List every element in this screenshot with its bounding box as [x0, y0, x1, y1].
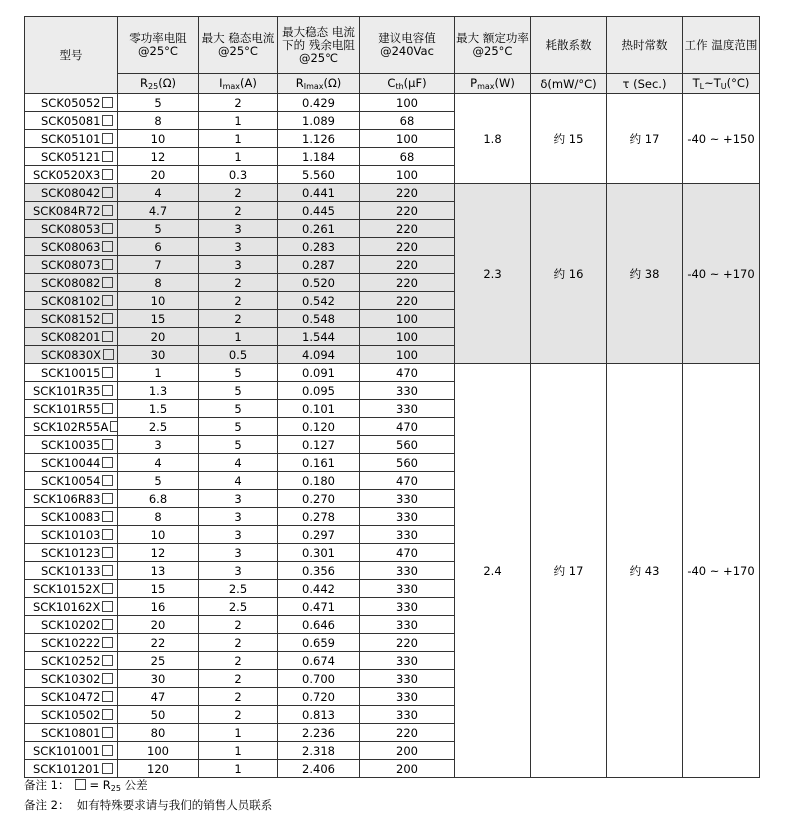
cell-cth: 68 — [360, 148, 455, 166]
cell-group-temprange: -40 ~ +170 — [683, 184, 760, 364]
cell-cth: 220 — [360, 202, 455, 220]
tolerance-box-icon — [110, 421, 117, 432]
cell-imax: 3 — [199, 562, 278, 580]
cell-r25: 30 — [118, 346, 199, 364]
cell-imax: 2 — [199, 706, 278, 724]
cell-model: SCK05081 — [25, 112, 118, 130]
tolerance-box-icon — [102, 655, 113, 666]
cell-model: SCK10162X — [25, 598, 118, 616]
cell-r25: 80 — [118, 724, 199, 742]
cell-cth: 100 — [360, 166, 455, 184]
cell-r25: 5 — [118, 94, 199, 112]
cell-rimax: 0.445 — [278, 202, 360, 220]
table-row — [25, 94, 760, 112]
cell-imax: 4 — [199, 472, 278, 490]
cell-cth: 220 — [360, 634, 455, 652]
cell-rimax: 0.095 — [278, 382, 360, 400]
cell-rimax: 5.560 — [278, 166, 360, 184]
cell-rimax: 1.089 — [278, 112, 360, 130]
tolerance-box-icon — [102, 583, 113, 594]
tolerance-box-icon — [102, 187, 113, 198]
cell-model: SCK0520X3 — [25, 166, 118, 184]
cell-model: SCK10015 — [25, 364, 118, 382]
cell-cth: 220 — [360, 274, 455, 292]
cell-rimax: 0.813 — [278, 706, 360, 724]
cell-group-dissipation: 约 17 — [531, 364, 607, 778]
tolerance-box-icon — [102, 403, 113, 414]
cell-r25: 10 — [118, 526, 199, 544]
cell-model: SCK08201 — [25, 328, 118, 346]
cell-model: SCK10502 — [25, 706, 118, 724]
cell-rimax: 0.700 — [278, 670, 360, 688]
cell-imax: 1 — [199, 148, 278, 166]
cell-imax: 4 — [199, 454, 278, 472]
cell-model: SCK10252 — [25, 652, 118, 670]
cell-imax: 2 — [199, 670, 278, 688]
cell-cth: 330 — [360, 562, 455, 580]
cell-cth: 330 — [360, 616, 455, 634]
cell-rimax: 0.429 — [278, 94, 360, 112]
cell-imax: 2 — [199, 634, 278, 652]
cell-rimax: 0.720 — [278, 688, 360, 706]
cell-model: SCK10035 — [25, 436, 118, 454]
cell-r25: 47 — [118, 688, 199, 706]
cell-rimax: 2.406 — [278, 760, 360, 778]
cell-imax: 2.5 — [199, 580, 278, 598]
cell-model: SCK10083 — [25, 508, 118, 526]
cell-rimax: 0.180 — [278, 472, 360, 490]
cell-model: SCK10152X — [25, 580, 118, 598]
tolerance-box-icon — [102, 169, 113, 180]
cell-r25: 8 — [118, 274, 199, 292]
cell-r25: 30 — [118, 670, 199, 688]
unit-temprange: $T_L\sim T_U(^\circ C)$ — [683, 74, 760, 94]
cell-cth: 560 — [360, 454, 455, 472]
cell-r25: 8 — [118, 112, 199, 130]
cell-rimax: 0.356 — [278, 562, 360, 580]
cell-cth: 100 — [360, 328, 455, 346]
cell-group-timeconst: 约 38 — [607, 184, 683, 364]
cell-rimax: 0.441 — [278, 184, 360, 202]
tolerance-box-icon — [102, 457, 113, 468]
cell-r25: 12 — [118, 544, 199, 562]
cell-model: SCK08053 — [25, 220, 118, 238]
cell-imax: 3 — [199, 526, 278, 544]
tolerance-box-icon — [102, 97, 113, 108]
cell-group-temprange: -40 ~ +170 — [683, 364, 760, 778]
cell-r25: 20 — [118, 616, 199, 634]
cell-rimax: 2.318 — [278, 742, 360, 760]
cell-model: SCK101001 — [25, 742, 118, 760]
cell-group-pmax: 2.3 — [455, 184, 531, 364]
cell-r25: 22 — [118, 634, 199, 652]
cell-imax: 0.5 — [199, 346, 278, 364]
cell-rimax: 0.542 — [278, 292, 360, 310]
cell-rimax: 0.120 — [278, 418, 360, 436]
cell-rimax: 0.646 — [278, 616, 360, 634]
tolerance-box-icon — [102, 385, 113, 396]
tolerance-box-icon — [102, 277, 113, 288]
cell-imax: 5 — [199, 400, 278, 418]
tolerance-box-icon — [102, 331, 113, 342]
cell-r25: 16 — [118, 598, 199, 616]
cell-imax: 1 — [199, 724, 278, 742]
notes — [24, 777, 272, 813]
unit-pmax: $P_{max}(W)$ — [455, 74, 531, 94]
unit-dissipation: δ(mW/°C) — [531, 74, 607, 94]
cell-r25: 15 — [118, 310, 199, 328]
cell-r25: 20 — [118, 166, 199, 184]
cell-rimax: 0.301 — [278, 544, 360, 562]
cell-imax: 3 — [199, 256, 278, 274]
header-timeconst: 热时常数 — [607, 17, 683, 74]
tolerance-box-icon — [102, 475, 113, 486]
cell-cth: 330 — [360, 490, 455, 508]
cell-model: SCK05101 — [25, 130, 118, 148]
cell-rimax: 1.544 — [278, 328, 360, 346]
unit-rimax: $R_{Imax}(\Omega)$ — [278, 74, 360, 94]
cell-rimax: 0.548 — [278, 310, 360, 328]
cell-imax: 2 — [199, 688, 278, 706]
cell-model: SCK05121 — [25, 148, 118, 166]
cell-imax: 1 — [199, 328, 278, 346]
cell-cth: 200 — [360, 760, 455, 778]
unit-cth: $C_{th}(\mu F)$ — [360, 74, 455, 94]
cell-r25: 12 — [118, 148, 199, 166]
cell-r25: 20 — [118, 328, 199, 346]
header-cth: 建议电容值 @240Vac — [360, 17, 455, 74]
tolerance-box-icon — [102, 151, 113, 162]
unit-imax: $I_{max}(A)$ — [199, 74, 278, 94]
cell-model: SCK10801 — [25, 724, 118, 742]
cell-imax: 1 — [199, 742, 278, 760]
cell-cth: 220 — [360, 724, 455, 742]
cell-model: SCK08082 — [25, 274, 118, 292]
cell-model: SCK10133 — [25, 562, 118, 580]
cell-rimax: 2.236 — [278, 724, 360, 742]
header-r25: 零功率电阻 @25°C — [118, 17, 199, 74]
cell-model: SCK10044 — [25, 454, 118, 472]
cell-cth: 330 — [360, 580, 455, 598]
cell-cth: 220 — [360, 238, 455, 256]
cell-imax: 1 — [199, 130, 278, 148]
cell-cth: 330 — [360, 670, 455, 688]
cell-r25: 4.7 — [118, 202, 199, 220]
cell-r25: 50 — [118, 706, 199, 724]
tolerance-box-icon — [102, 439, 113, 450]
cell-cth: 330 — [360, 688, 455, 706]
tolerance-box-icon — [102, 511, 113, 522]
cell-model: SCK101R55 — [25, 400, 118, 418]
unit-timeconst: τ (Sec.) — [607, 74, 683, 94]
cell-r25: 15 — [118, 580, 199, 598]
tolerance-box-icon — [102, 565, 113, 576]
tolerance-box-icon — [102, 637, 113, 648]
cell-model: SCK101R35 — [25, 382, 118, 400]
cell-rimax: 0.520 — [278, 274, 360, 292]
note-1: 备注 1： = $R_{25}$ 公差 — [24, 778, 148, 793]
cell-r25: 100 — [118, 742, 199, 760]
cell-rimax: 0.674 — [278, 652, 360, 670]
cell-model: SCK10054 — [25, 472, 118, 490]
tolerance-box-icon — [102, 529, 113, 540]
cell-imax: 2 — [199, 94, 278, 112]
cell-rimax: 0.261 — [278, 220, 360, 238]
tolerance-box-icon — [102, 223, 113, 234]
cell-rimax: 0.278 — [278, 508, 360, 526]
cell-imax: 3 — [199, 544, 278, 562]
cell-rimax: 0.287 — [278, 256, 360, 274]
cell-rimax: 0.101 — [278, 400, 360, 418]
cell-group-pmax: 2.4 — [455, 364, 531, 778]
tolerance-box-icon — [102, 205, 113, 216]
cell-cth: 100 — [360, 310, 455, 328]
cell-rimax: 1.126 — [278, 130, 360, 148]
cell-imax: 2 — [199, 274, 278, 292]
tolerance-box-icon — [103, 349, 114, 360]
tolerance-box-icon — [102, 547, 113, 558]
tolerance-box-icon — [102, 745, 113, 756]
cell-cth: 470 — [360, 544, 455, 562]
cell-model: SCK08152 — [25, 310, 118, 328]
note-2: 备注 2： 如有特殊要求请与我们的销售人员联系 — [24, 798, 273, 812]
cell-model: SCK10202 — [25, 616, 118, 634]
cell-model: SCK10103 — [25, 526, 118, 544]
cell-cth: 220 — [360, 292, 455, 310]
cell-model: SCK08102 — [25, 292, 118, 310]
cell-r25: 10 — [118, 292, 199, 310]
cell-model: SCK10472 — [25, 688, 118, 706]
cell-imax: 2 — [199, 310, 278, 328]
tolerance-box-icon — [75, 779, 86, 790]
cell-rimax: 1.184 — [278, 148, 360, 166]
cell-cth: 470 — [360, 418, 455, 436]
cell-r25: 1 — [118, 364, 199, 382]
table-body — [25, 94, 760, 778]
cell-rimax: 0.471 — [278, 598, 360, 616]
cell-model: SCK102R55A — [25, 418, 118, 436]
table-row — [25, 184, 760, 202]
cell-cth: 470 — [360, 364, 455, 382]
cell-imax: 2.5 — [199, 598, 278, 616]
cell-group-timeconst: 约 43 — [607, 364, 683, 778]
cell-r25: 1.3 — [118, 382, 199, 400]
header-row-units — [25, 74, 760, 94]
cell-r25: 13 — [118, 562, 199, 580]
tolerance-box-icon — [102, 259, 113, 270]
cell-r25: 4 — [118, 454, 199, 472]
tolerance-box-icon — [102, 763, 113, 774]
cell-imax: 0.3 — [199, 166, 278, 184]
tolerance-box-icon — [102, 133, 113, 144]
cell-rimax: 4.094 — [278, 346, 360, 364]
header-row-titles — [25, 17, 760, 74]
header-imax: 最大 稳态电流 @25°C — [199, 17, 278, 74]
cell-r25: 8 — [118, 508, 199, 526]
cell-imax: 1 — [199, 112, 278, 130]
tolerance-box-icon — [102, 691, 113, 702]
cell-cth: 330 — [360, 598, 455, 616]
cell-model: SCK05052 — [25, 94, 118, 112]
cell-r25: 5 — [118, 472, 199, 490]
header-dissipation: 耗散系数 — [531, 17, 607, 74]
cell-r25: 6 — [118, 238, 199, 256]
cell-model: SCK084R72 — [25, 202, 118, 220]
cell-group-dissipation: 约 15 — [531, 94, 607, 184]
cell-r25: 3 — [118, 436, 199, 454]
header-model: 型号 — [25, 17, 118, 94]
cell-imax: 3 — [199, 220, 278, 238]
cell-imax: 5 — [199, 382, 278, 400]
cell-cth: 330 — [360, 508, 455, 526]
cell-model: SCK106R83 — [25, 490, 118, 508]
cell-r25: 120 — [118, 760, 199, 778]
cell-imax: 2 — [199, 292, 278, 310]
cell-cth: 330 — [360, 652, 455, 670]
cell-imax: 3 — [199, 238, 278, 256]
cell-cth: 220 — [360, 220, 455, 238]
cell-cth: 560 — [360, 436, 455, 454]
cell-cth: 330 — [360, 526, 455, 544]
cell-imax: 3 — [199, 490, 278, 508]
cell-imax: 2 — [199, 202, 278, 220]
tolerance-box-icon — [102, 241, 113, 252]
header-rimax: 最大稳态 电流下的 残余电阻 @25℃ — [278, 17, 360, 74]
cell-imax: 2 — [199, 184, 278, 202]
cell-cth: 100 — [360, 94, 455, 112]
cell-model: SCK08063 — [25, 238, 118, 256]
cell-group-temprange: -40 ~ +150 — [683, 94, 760, 184]
cell-r25: 4 — [118, 184, 199, 202]
cell-group-timeconst: 约 17 — [607, 94, 683, 184]
cell-imax: 1 — [199, 760, 278, 778]
cell-rimax: 0.297 — [278, 526, 360, 544]
cell-r25: 1.5 — [118, 400, 199, 418]
cell-rimax: 0.659 — [278, 634, 360, 652]
cell-imax: 2 — [199, 652, 278, 670]
cell-rimax: 0.127 — [278, 436, 360, 454]
tolerance-box-icon — [102, 295, 113, 306]
cell-cth: 330 — [360, 400, 455, 418]
cell-cth: 100 — [360, 130, 455, 148]
header-pmax: 最大 额定功率 @25°C — [455, 17, 531, 74]
cell-imax: 3 — [199, 508, 278, 526]
cell-r25: 5 — [118, 220, 199, 238]
tolerance-box-icon — [102, 115, 113, 126]
unit-r25: $R_{25}(\Omega)$ — [118, 74, 199, 94]
cell-r25: 6.8 — [118, 490, 199, 508]
tolerance-box-icon — [102, 367, 113, 378]
cell-model: SCK101201 — [25, 760, 118, 778]
cell-rimax: 0.270 — [278, 490, 360, 508]
spec-table — [24, 16, 760, 778]
cell-model: SCK08042 — [25, 184, 118, 202]
cell-cth: 220 — [360, 256, 455, 274]
table-row — [25, 364, 760, 382]
cell-model: SCK08073 — [25, 256, 118, 274]
cell-cth: 330 — [360, 706, 455, 724]
cell-imax: 5 — [199, 418, 278, 436]
cell-group-pmax: 1.8 — [455, 94, 531, 184]
cell-r25: 2.5 — [118, 418, 199, 436]
cell-cth: 470 — [360, 472, 455, 490]
cell-r25: 25 — [118, 652, 199, 670]
cell-cth: 100 — [360, 346, 455, 364]
cell-rimax: 0.442 — [278, 580, 360, 598]
cell-model: SCK0830X — [25, 346, 118, 364]
cell-imax: 5 — [199, 364, 278, 382]
cell-cth: 330 — [360, 382, 455, 400]
cell-rimax: 0.161 — [278, 454, 360, 472]
tolerance-box-icon — [102, 673, 113, 684]
tolerance-box-icon — [102, 709, 113, 720]
tolerance-box-icon — [102, 493, 113, 504]
cell-imax: 2 — [199, 616, 278, 634]
cell-imax: 5 — [199, 436, 278, 454]
cell-model: SCK10123 — [25, 544, 118, 562]
cell-model: SCK10302 — [25, 670, 118, 688]
tolerance-box-icon — [102, 313, 113, 324]
tolerance-box-icon — [102, 619, 113, 630]
cell-group-dissipation: 约 16 — [531, 184, 607, 364]
cell-r25: 7 — [118, 256, 199, 274]
cell-cth: 68 — [360, 112, 455, 130]
tolerance-box-icon — [102, 727, 113, 738]
tolerance-box-icon — [102, 601, 113, 612]
cell-rimax: 0.091 — [278, 364, 360, 382]
header-temprange: 工作 温度范围 — [683, 17, 760, 74]
cell-cth: 200 — [360, 742, 455, 760]
cell-model: SCK10222 — [25, 634, 118, 652]
cell-rimax: 0.283 — [278, 238, 360, 256]
cell-r25: 10 — [118, 130, 199, 148]
cell-cth: 220 — [360, 184, 455, 202]
